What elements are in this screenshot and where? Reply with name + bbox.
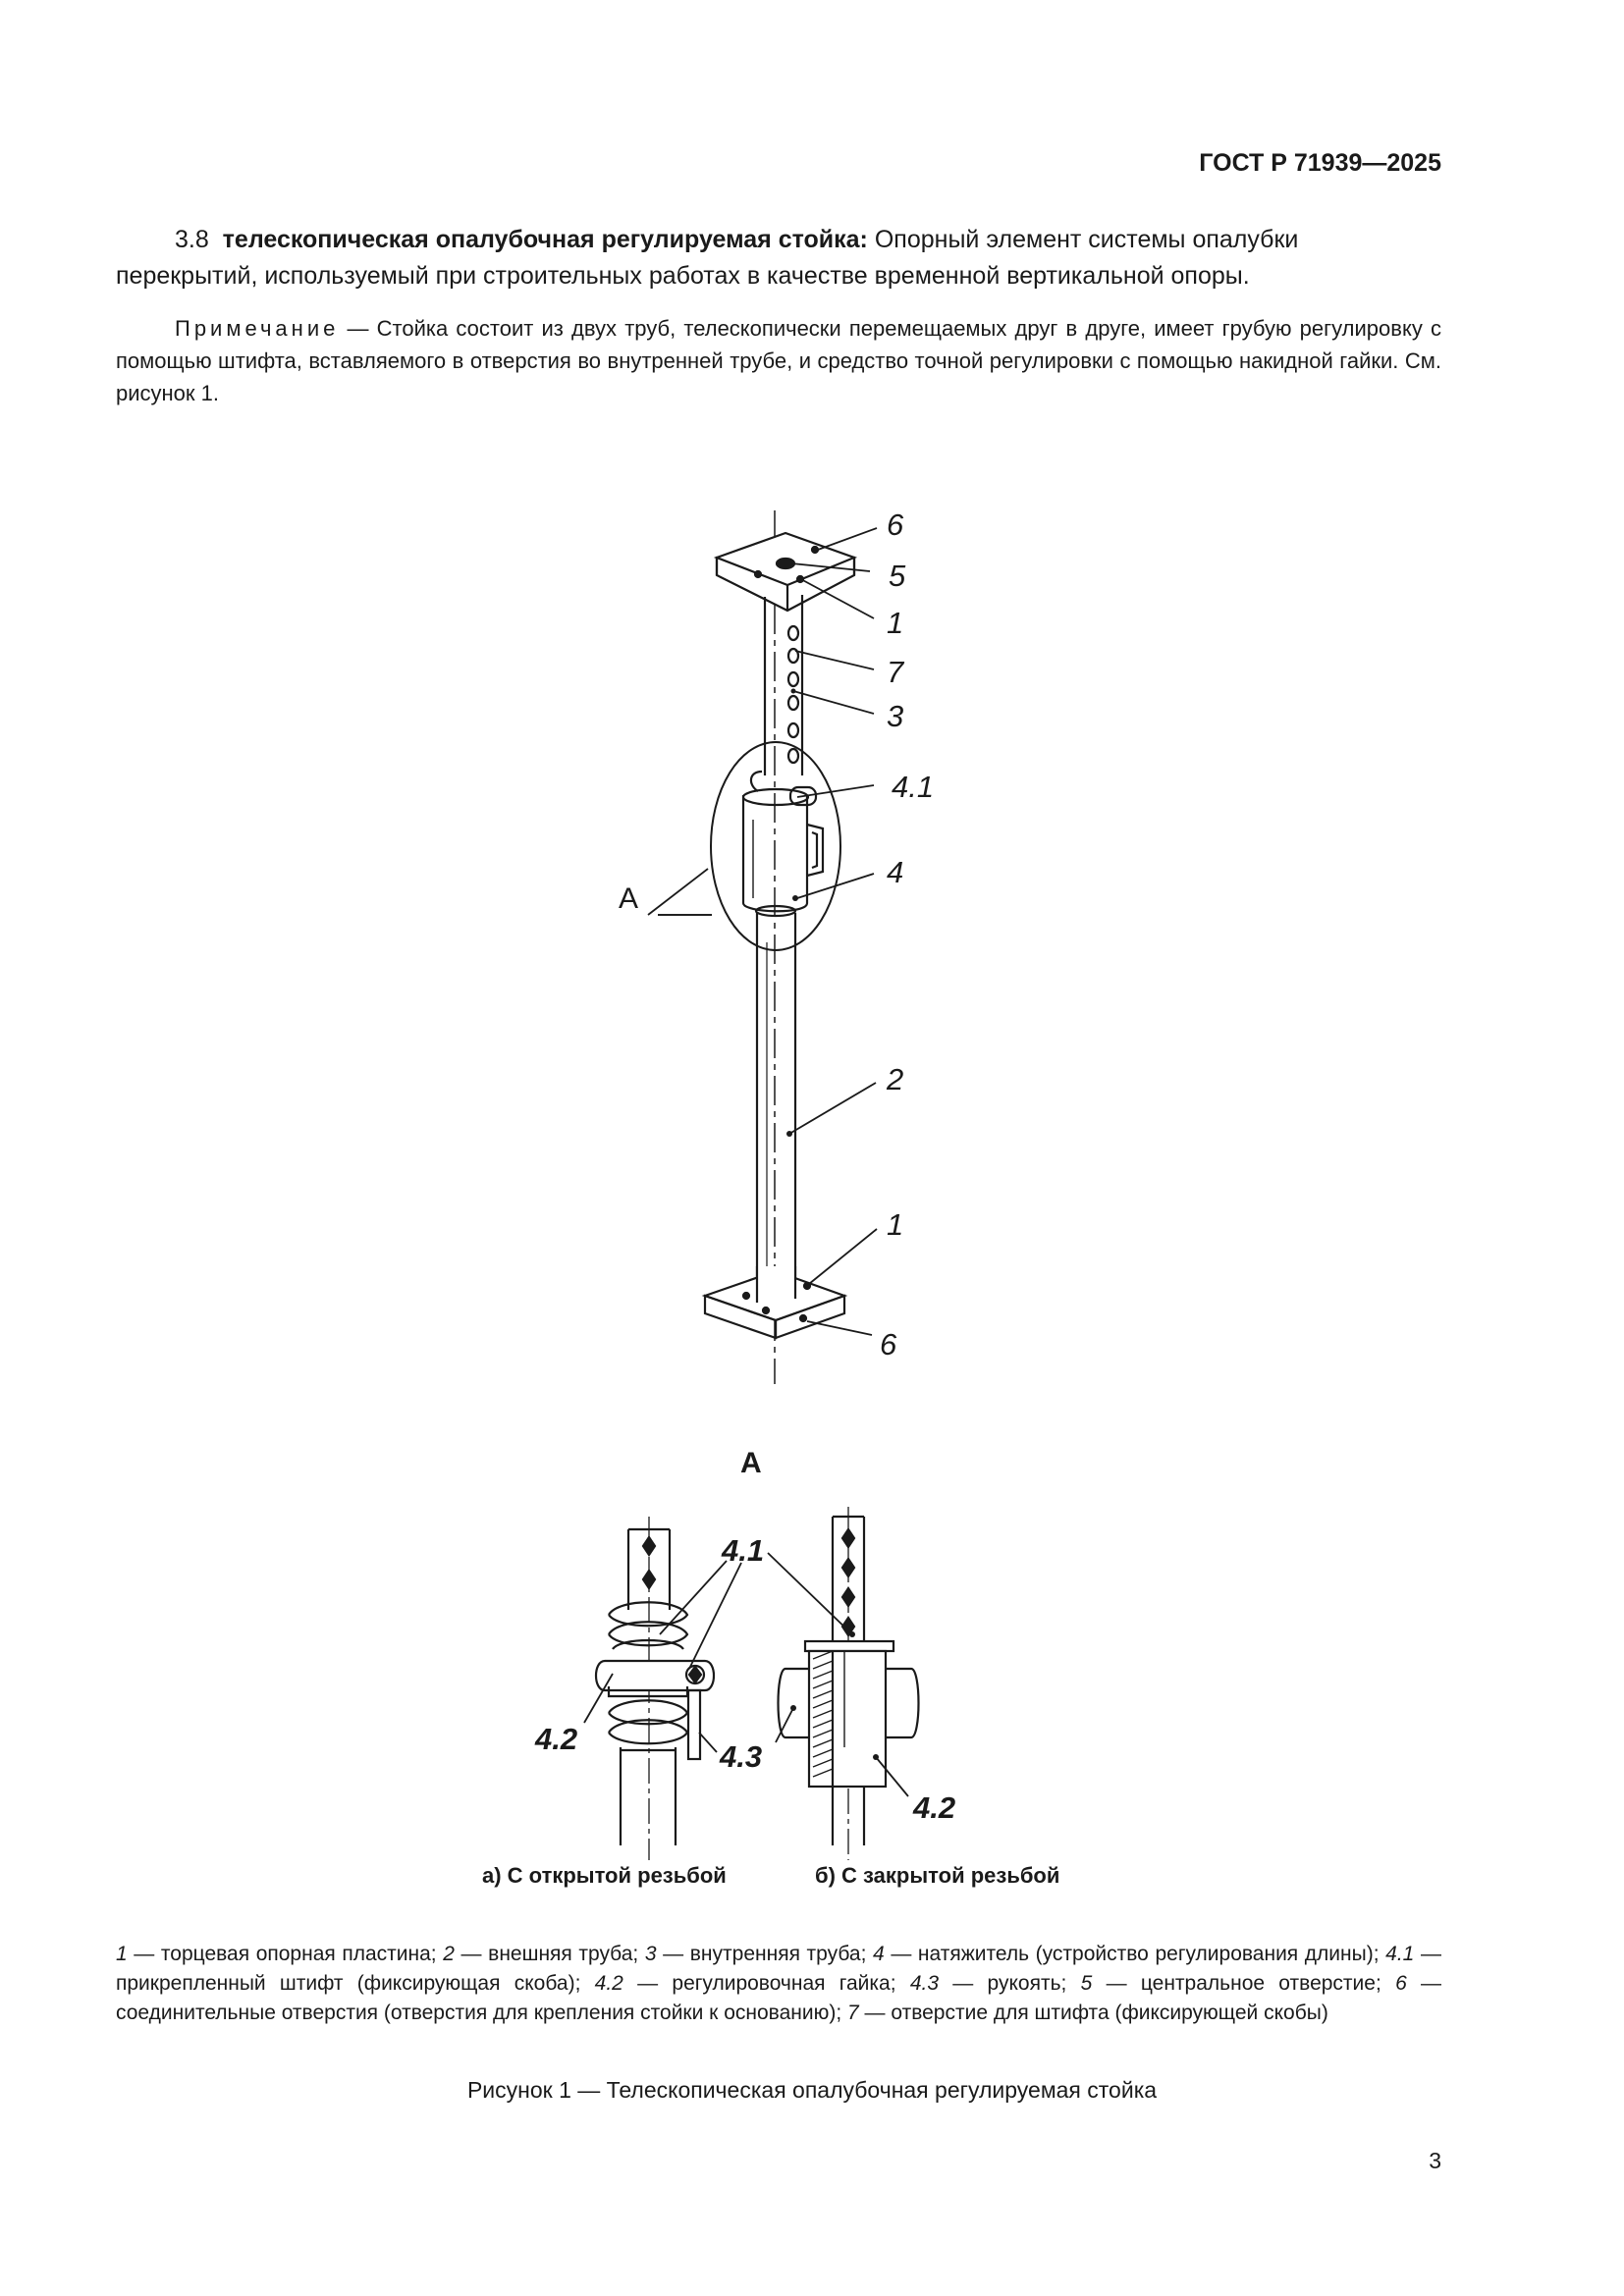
telescopic-prop-drawing bbox=[648, 510, 877, 1384]
label-2: 2 bbox=[887, 1062, 904, 1096]
label-6-top: 6 bbox=[887, 507, 904, 542]
legend-num: 4.1 bbox=[1385, 1943, 1415, 1965]
legend-text: — натяжитель (устройство регулирования длины); bbox=[884, 1943, 1386, 1965]
detail-a-label-4-1: 4.1 bbox=[722, 1533, 765, 1568]
note-text: — Стойка состоит из двух труб, телескопически перемещаемых друг в друге, имеет грубую регулировку с помощью штифта, вставляемого в отверстия во внутренней трубе, и средство точной регулировки с помощью накидной гайки. См. рисунок 1. bbox=[116, 316, 1441, 405]
label-7: 7 bbox=[887, 655, 904, 689]
label-1-bottom: 1 bbox=[887, 1207, 904, 1242]
legend-text: — отверстие для штифта (фиксирующей скобы) bbox=[858, 2002, 1328, 2024]
label-4: 4 bbox=[887, 855, 904, 889]
definition-text: Опорный элемент системы опалубки перекрытий, используемый при строительных работах в качестве временной вертикальной опоры. bbox=[116, 226, 1299, 290]
page-number: 3 bbox=[1429, 2148, 1441, 2173]
label-A: А bbox=[619, 882, 639, 915]
legend-num: 3 bbox=[644, 1943, 657, 1965]
label-4-1: 4.1 bbox=[892, 770, 935, 804]
legend-text: — рукоять; bbox=[939, 1972, 1081, 1995]
legend-num: 6 bbox=[1395, 1972, 1407, 1995]
legend-num: 1 bbox=[116, 1943, 128, 1965]
figure-legend bbox=[116, 1940, 1441, 2028]
legend-num: 4 bbox=[873, 1943, 885, 1965]
legend-num: 7 bbox=[847, 2002, 859, 2024]
caption-closed-thread: б) С закрытой резьбой bbox=[815, 1863, 1060, 1888]
figure-title: Рисунок 1 — Телескопическая опалубочная регулируемая стойка bbox=[466, 2077, 1158, 2103]
label-5: 5 bbox=[889, 559, 906, 593]
legend-num: 5 bbox=[1080, 1972, 1093, 1995]
definition-number: 3.8 bbox=[175, 226, 209, 253]
label-6-bottom: 6 bbox=[880, 1327, 897, 1362]
document-header: ГОСТ Р 71939—2025 bbox=[1199, 149, 1441, 177]
legend-num: 4.3 bbox=[909, 1972, 940, 1995]
main-figure-labels bbox=[619, 507, 934, 1362]
legend-num: 4.2 bbox=[594, 1972, 623, 1995]
detail-b-label-4-2: 4.2 bbox=[913, 1790, 956, 1825]
detail-title: А bbox=[740, 1447, 762, 1479]
detail-closed-thread-drawing bbox=[768, 1507, 919, 1860]
legend-text: — внутренняя труба; bbox=[656, 1943, 874, 1965]
legend-text: — регулировочная гайка; bbox=[623, 1972, 910, 1995]
detail-a-label-4-2: 4.2 bbox=[535, 1722, 578, 1756]
note-label: Примечание bbox=[175, 316, 340, 341]
label-1-top: 1 bbox=[887, 606, 904, 640]
definition-term: телескопическая опалубочная регулируемая стойка: bbox=[222, 226, 868, 253]
legend-text: — центральное отверстие; bbox=[1092, 1972, 1396, 1995]
legend-text: — внешняя труба; bbox=[454, 1943, 645, 1965]
legend-text: — соединительные отверстия (отверстия для крепления стойки к основанию); bbox=[116, 1972, 1442, 2024]
detail-a-label-4-3: 4.3 bbox=[720, 1739, 763, 1774]
caption-open-thread: а) С открытой резьбой bbox=[482, 1863, 727, 1888]
legend-text: — торцевая опорная пластина; bbox=[127, 1943, 444, 1965]
legend-num: 2 bbox=[443, 1943, 455, 1965]
detail-open-thread-drawing bbox=[584, 1517, 741, 1860]
label-3: 3 bbox=[887, 699, 904, 733]
legend-text: — прикрепленный штифт (фиксирующая скоба); bbox=[116, 1943, 1441, 1995]
